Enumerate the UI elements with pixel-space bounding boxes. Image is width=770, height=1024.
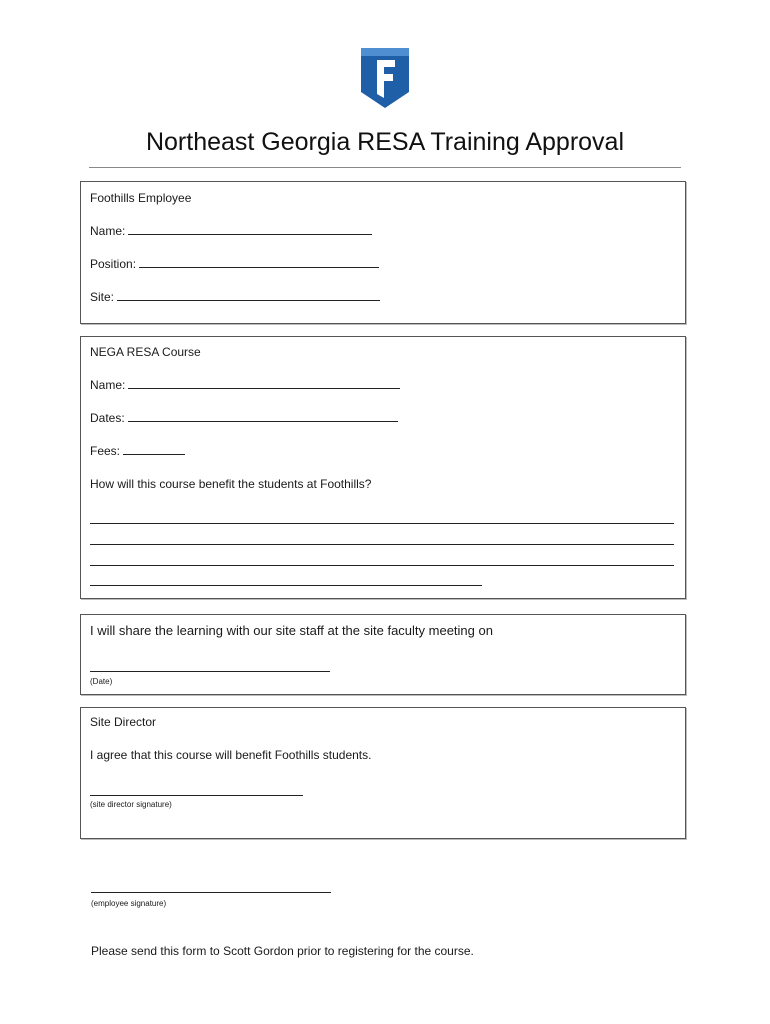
- course-fees-label: Fees:: [90, 444, 121, 458]
- course-fees-field[interactable]: [90, 444, 185, 458]
- employee-position-line[interactable]: [139, 267, 379, 268]
- employee-site-label: Site:: [90, 290, 115, 304]
- footer-note: Please send this form to Scott Gordon prior to registering for the course.: [91, 944, 474, 958]
- director-statement: I agree that this course will benefit Foothills students.: [90, 748, 372, 762]
- director-signature-caption: (site director signature): [90, 800, 172, 809]
- course-name-line[interactable]: [128, 388, 400, 389]
- share-section: [80, 614, 686, 695]
- benefit-answer-line-2[interactable]: [90, 544, 674, 545]
- employee-signature-line[interactable]: [91, 892, 331, 893]
- benefit-answer-line-1[interactable]: [90, 523, 674, 524]
- employee-position-label: Position:: [90, 257, 137, 271]
- course-name-label: Name:: [90, 378, 126, 392]
- employee-section-heading: Foothills Employee: [90, 191, 192, 205]
- foothills-logo: [359, 46, 411, 110]
- share-statement: I will share the learning with our site staff at the site faculty meeting on: [90, 623, 493, 638]
- title-rule: [89, 167, 681, 168]
- course-dates-line[interactable]: [128, 421, 398, 422]
- employee-signature-caption: (employee signature): [91, 899, 167, 908]
- course-benefit-question: How will this course benefit the students at Foothills?: [90, 477, 372, 491]
- director-section-heading: Site Director: [90, 715, 157, 729]
- employee-section: [80, 181, 686, 324]
- course-section-heading: NEGA RESA Course: [90, 345, 201, 359]
- course-fees-line[interactable]: [123, 454, 185, 455]
- employee-position-field[interactable]: [90, 257, 379, 271]
- employee-site-field[interactable]: [90, 290, 380, 304]
- course-dates-field[interactable]: [90, 411, 398, 425]
- employee-site-line[interactable]: [117, 300, 380, 301]
- course-name-field[interactable]: [90, 378, 400, 392]
- course-section: [80, 336, 686, 599]
- director-section: [80, 707, 686, 839]
- employee-name-field[interactable]: [90, 224, 372, 238]
- director-signature-line[interactable]: [90, 795, 303, 796]
- employee-name-label: Name:: [90, 224, 126, 238]
- course-dates-label: Dates:: [90, 411, 125, 425]
- benefit-answer-line-4[interactable]: [90, 585, 482, 586]
- employee-name-line[interactable]: [128, 234, 372, 235]
- share-date-line[interactable]: [90, 671, 330, 672]
- page-title: Northeast Georgia RESA Training Approval: [145, 128, 625, 156]
- share-date-caption: (Date): [90, 677, 113, 686]
- benefit-answer-line-3[interactable]: [90, 565, 674, 566]
